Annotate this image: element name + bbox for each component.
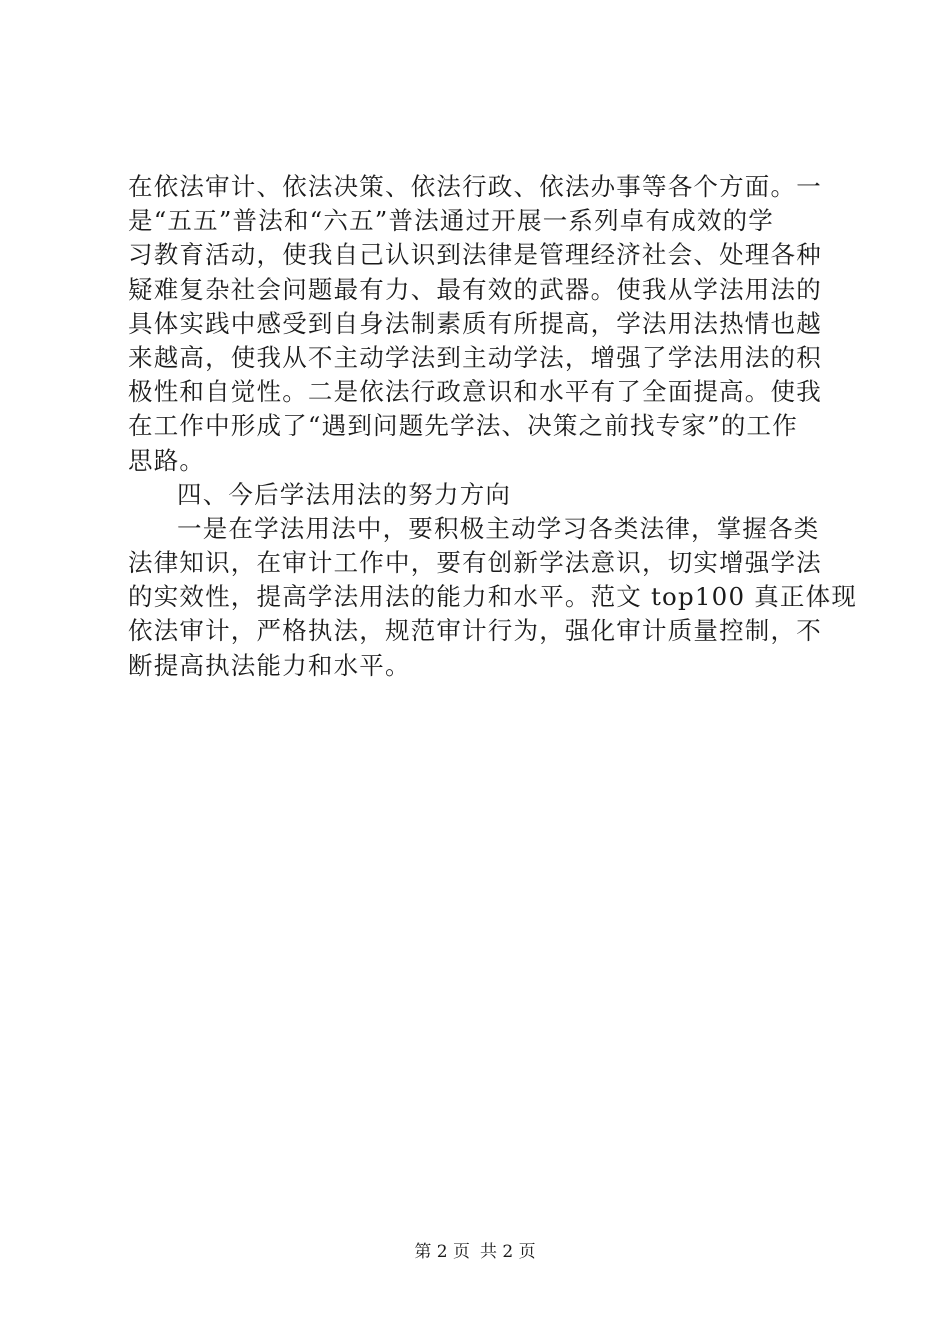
page-footer <box>0 1240 950 1264</box>
text-line: 是“五五”普法和“六五”普法通过开展一系列卓有成效的学 <box>128 206 774 236</box>
text-line: 的实效性，提高学法用法的能力和水平。范文 top100 真正体现 <box>128 582 858 612</box>
text-line: 具体实践中感受到自身法制素质有所提高，学法用法热情也越 <box>128 308 822 338</box>
text-line: 思路。 <box>128 445 206 475</box>
heading-text: 四、今后学法用法的努力方向 <box>177 479 512 509</box>
text-line: 断提高执法能力和水平。 <box>128 650 411 680</box>
body-text <box>128 170 858 683</box>
paragraph-summary <box>128 170 828 478</box>
page-total: 共 2 页 <box>480 1242 536 1262</box>
section-heading <box>128 478 828 512</box>
text-line: 法律知识，在审计工作中，要有创新学法意识，切实增强学法 <box>128 548 822 578</box>
text-line: 在工作中形成了“遇到问题先学法、决策之前找专家”的工作 <box>128 411 798 441</box>
text-line: 依法审计，严格执法，规范审计行为，强化审计质量控制，不 <box>128 616 822 646</box>
text-line: 疑难复杂社会问题最有力、最有效的武器。使我从学法用法的 <box>128 274 822 304</box>
text-line: 来越高，使我从不主动学法到主动学法，增强了学法用法的积 <box>128 342 822 372</box>
paragraph-future-direction <box>128 512 858 683</box>
page-number: 第 2 页 <box>414 1242 470 1262</box>
text-line: 极性和自觉性。二是依法行政意识和水平有了全面提高。使我 <box>128 377 822 407</box>
text-line: 习教育活动，使我自己认识到法律是管理经济社会、处理各种 <box>128 240 822 270</box>
text-line: 一是在学法用法中，要积极主动学习各类法律，掌握各类 <box>177 513 820 543</box>
text-line: 在依法审计、依法决策、依法行政、依法办事等各个方面。一 <box>128 172 822 201</box>
